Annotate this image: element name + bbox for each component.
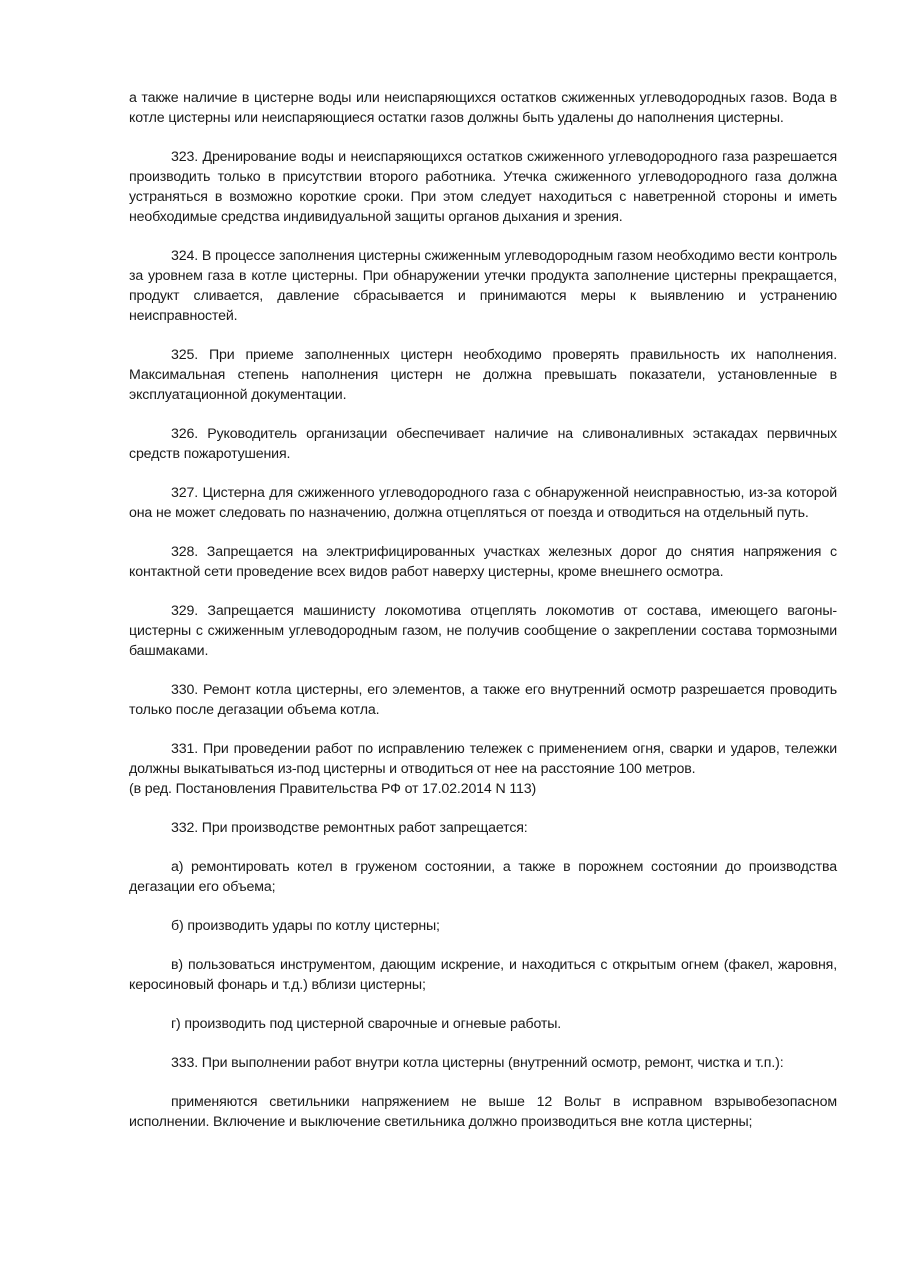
paragraph-continuation: а также наличие в цистерне воды или неиспаряющихся остатков сжиженных углеводородных газов. Вода в котле цистерны или неиспаряющиеся остатки газов должны быть удалены до наполнения цистерны. (129, 90, 837, 126)
paragraph-333: 333. При выполнении работ внутри котла цистерны (внутренний осмотр, ремонт, чистка и т.п.): (171, 1055, 784, 1071)
paragraph-324: 324. В процессе заполнения цистерны сжиженным углеводородным газом необходимо вести контроль за уровнем газа в котле цистерны. При обнаружении утечки продукта заполнение цистерны прекращается, продукт сливается, давление сбрасывается и принимаются меры к выявлению и устранению неисправностей. (129, 248, 837, 324)
paragraph-331 (129, 739, 837, 799)
paragraph-323: 323. Дренирование воды и неиспаряющихся остатков сжиженного углеводородного газа разрешается производить только в присутствии второго работника. Утечка сжиженного углеводородного газа должна устраняться в возможно короткие сроки. При этом следует находиться с наветренной стороны и иметь необходимые средства индивидуальной защиты органов дыхания и зрения. (129, 149, 837, 225)
paragraph-329: 329. Запрещается машинисту локомотива отцеплять локомотив от состава, имеющего вагоны-цистерны с сжиженным углеводородным газом, не получив сообщение о закреплении состава тормозными башмаками. (129, 603, 837, 659)
paragraph-327: 327. Цистерна для сжиженного углеводородного газа с обнаруженной неисправностью, из-за которой она не может следовать по назначению, должна отцепляться от поезда и отводиться на отдельный путь. (129, 485, 837, 521)
paragraph-332-g: г) производить под цистерной сварочные и огневые работы. (171, 1016, 562, 1032)
amendment-note: (в ред. Постановления Правительства РФ от 17.02.2014 N 113) (129, 781, 537, 797)
paragraph-332: 332. При производстве ремонтных работ запрещается: (171, 820, 528, 836)
paragraph-332-a: а) ремонтировать котел в груженом состоянии, а также в порожнем состоянии до производства дегазации его объема; (129, 859, 837, 895)
paragraph-328: 328. Запрещается на электрифицированных участках железных дорог до снятия напряжения с контактной сети проведение всех видов работ наверху цистерны, кроме внешнего осмотра. (129, 544, 837, 580)
paragraph-326: 326. Руководитель организации обеспечивает наличие на сливоналивных эстакадах первичных средств пожаротушения. (129, 426, 837, 462)
paragraph-325: 325. При приеме заполненных цистерн необходимо проверять правильность их наполнения. Максимальная степень наполнения цистерн не должна превышать показатели, установленные в эксплуатационной документации. (129, 347, 837, 403)
document-page (129, 88, 837, 1151)
paragraph-333-lighting: применяются светильники напряжением не выше 12 Вольт в исправном взрывобезопасном исполнении. Включение и выключение светильника должно производиться вне котла цистерны; (129, 1094, 837, 1130)
paragraph-330: 330. Ремонт котла цистерны, его элементов, а также его внутренний осмотр разрешается проводить только после дегазации объема котла. (129, 682, 837, 718)
paragraph-332-v: в) пользоваться инструментом, дающим искрение, и находиться с открытым огнем (факел, жаровня, керосиновый фонарь и т.д.) вблизи цистерны; (129, 957, 837, 993)
paragraph-332-b: б) производить удары по котлу цистерны; (171, 918, 440, 934)
paragraph-331-text: 331. При проведении работ по исправлению тележек с применением огня, сварки и ударов, тележки должны выкатываться из-под цистерны и отводиться от нее на расстояние 100 метров. (129, 741, 837, 777)
